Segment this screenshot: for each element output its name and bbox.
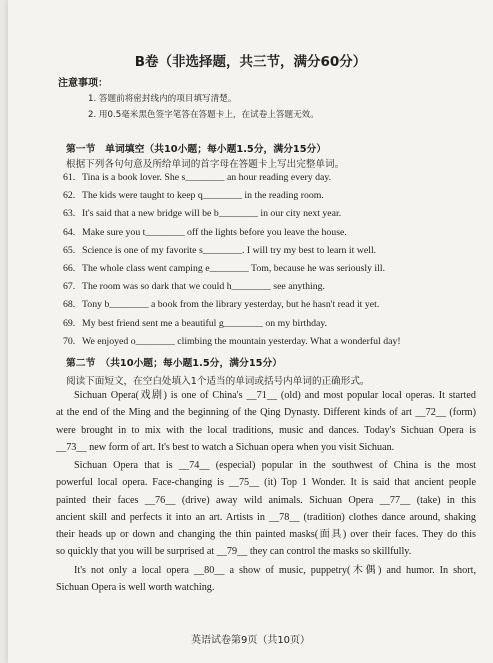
passage-line: Sichuan Opera is well worth watching. <box>56 582 215 594</box>
exam-page <box>8 0 493 663</box>
question-item <box>63 208 341 219</box>
question-item <box>63 172 331 183</box>
question-text: It's said that a new bridge will be b________ in our city next year. <box>82 208 342 220</box>
passage-line: painted their faces __76__ (drive) away wild animals. Sichuan Opera __77__ (take) in this <box>56 494 476 506</box>
question-number: 69. <box>63 317 76 329</box>
section1-instruction: 根据下列各句句意及所给单词的首字母在答题卡上写出完整单词。 <box>66 159 345 170</box>
question-item <box>63 281 325 292</box>
question-text: Tina is a book lover. She s________ an hour reading every day. <box>82 172 332 183</box>
question-number: 65. <box>63 244 76 256</box>
passage-line: at the end of the Ming and the beginning of the Qing Dynasty. Different kinds of art __72__ (form) <box>56 407 476 419</box>
question-number: 70. <box>63 335 76 347</box>
question-text: Tony b________ a book from the library yesterday, but he hasn't read it yet. <box>82 299 380 311</box>
passage-line: ancient skill and perfects it into an art. Artists in __78__ (tradition) clothes dance around, shaking <box>56 511 476 523</box>
question-item <box>63 299 379 310</box>
passage-line: Sichuan Opera(戏剧) is one of China's __71__ (old) and most popular local operas. It started <box>74 390 476 401</box>
question-text: My best friend sent me a beautiful g________ on my birthday. <box>82 317 328 329</box>
question-item <box>63 245 376 256</box>
question-text: The room was so dark that we could h________ see anything. <box>82 281 325 293</box>
passage-paragraph-3 <box>56 562 476 597</box>
question-text: Make sure you t________ off the lights before you leave the house. <box>82 226 347 238</box>
notice-item: 2. 用0.5毫米黑色签字笔答在答题卡上，在试卷上答题无效。 <box>88 110 319 120</box>
passage-paragraph-1 <box>56 387 476 456</box>
question-item <box>63 190 324 201</box>
passage-line: __73__ new form of art. It's best to watch a Sichuan opera when you visit Sichuan. <box>56 441 395 453</box>
question-number: 66. <box>63 263 76 274</box>
question-text: We enjoyed o________ climbing the mountain yesterday. What a wonderful day! <box>82 335 401 347</box>
question-number: 61. <box>63 172 76 183</box>
question-number: 63. <box>63 208 76 220</box>
question-number: 68. <box>63 299 76 311</box>
question-text: The kids were taught to keep q________ in the reading room. <box>82 190 324 202</box>
question-number: 62. <box>63 190 76 202</box>
passage-line: so quickly that you will be surprised at __79__ they can control the masks so skillfully. <box>56 546 412 558</box>
notice-item: 1. 答题前将密封线内的项目填写清楚。 <box>88 94 237 104</box>
passage-line: Sichuan Opera that is __74__ (especial) popular in the southwest of China is the most <box>74 460 476 471</box>
page-title: B卷（非选择题，共三节，满分60分） <box>134 54 367 70</box>
section2-instruction: 阅读下面短文，在空白处填入1个适当的单词或括号内单词的正确形式。 <box>66 376 370 387</box>
passage-line: It's not only a local opera __80__ a show of music, puppetry(木偶) and humor. In short, <box>74 565 476 576</box>
section1-heading: 第一节 单词填空（共10小题；每小题1.5分，满分15分） <box>66 144 327 155</box>
question-number: 64. <box>63 226 76 238</box>
passage-line: were brought in to mix with the local traditions, music and dances. Today's Sichuan Opera is <box>56 424 476 436</box>
question-item <box>63 263 385 274</box>
notice-heading: 注意事项： <box>58 78 108 89</box>
section2-heading: 第二节 （共10小题；每小题1.5分，满分15分） <box>66 358 283 369</box>
question-number: 67. <box>63 281 76 293</box>
passage-line: their heads up or down and changing the thin painted masks(面具) over their faces. They do this <box>56 529 476 541</box>
question-item <box>63 318 327 329</box>
question-item <box>63 336 401 347</box>
page-footer: 英语试卷第9页（共10页） <box>190 635 311 646</box>
question-item <box>63 227 347 238</box>
passage-paragraph-2 <box>56 457 476 561</box>
passage-line: powerful local opera. Face-changing is __75__ (it) Top 1 Wonder. It is said that ancient people <box>56 477 476 489</box>
question-text: The whole class went camping e________ Tom, because he was seriously ill. <box>82 263 386 274</box>
question-text: Science is one of my favorite s________. I will try my best to learn it well. <box>82 244 377 256</box>
